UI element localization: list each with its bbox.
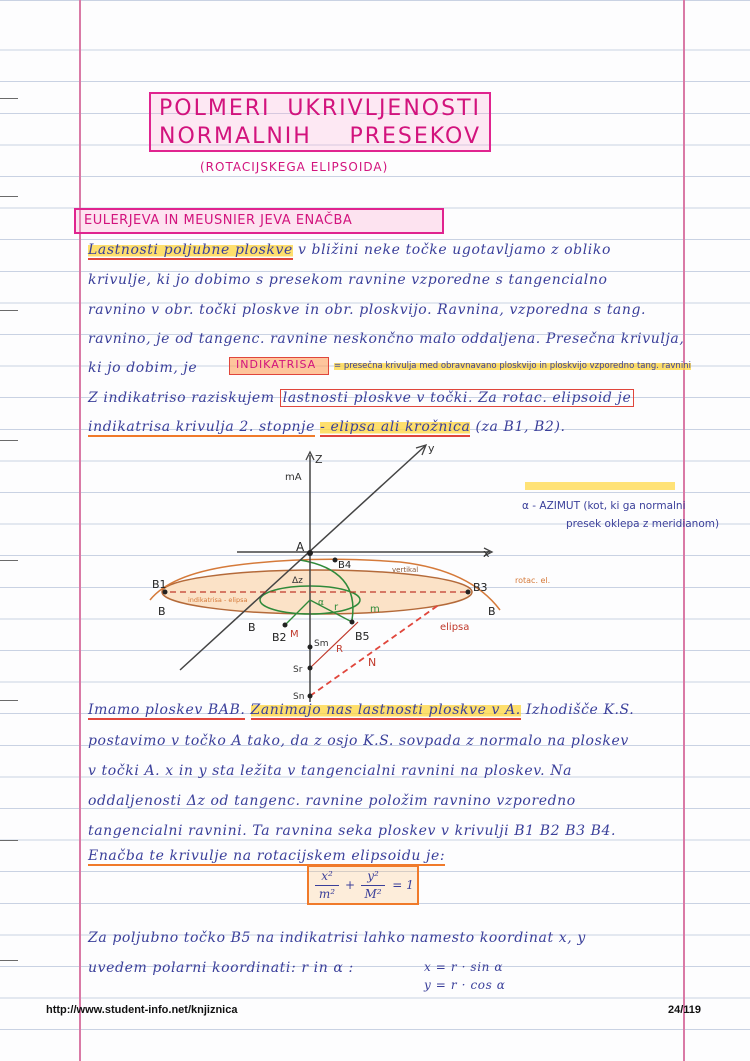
text-span: ki jo dobim, je	[88, 360, 198, 376]
title-word: UKRIVLJENOSTI	[287, 96, 481, 121]
label-B2: B2	[272, 631, 287, 644]
label-R: R	[336, 644, 343, 655]
label-m: m	[370, 604, 380, 615]
text-line: postavimo v točko A tako, da z osjo K.S. sovpada z normalo na ploskev	[88, 733, 629, 749]
fraction-numerator: x²	[321, 869, 333, 883]
fraction-numerator: y²	[367, 869, 379, 883]
indikatrisa-label: INDIKATRISA	[236, 358, 317, 371]
text-span: indikatrisa krivulja 2. stopnje	[88, 419, 315, 435]
section-heading: EULERJEVA IN MEUSNIER JEVA ENAČBA	[84, 213, 353, 228]
title-word: POLMERI	[159, 96, 271, 121]
text-span: (za B1, B2).	[475, 419, 566, 435]
point-B3	[466, 590, 471, 595]
title-word: NORMALNIH	[159, 124, 312, 149]
label-Sr: Sr	[293, 665, 303, 675]
label-elipsa: elipsa	[440, 622, 470, 633]
label-B: B	[158, 605, 166, 618]
side-note-line: α - AZIMUT (kot, ki ga normalni	[522, 500, 686, 512]
text-span: = presečna krivulja med obravnavano ploskvijo in ploskvijo vzporedno tang. ravnini	[334, 361, 691, 371]
label-B5: B5	[355, 630, 370, 643]
point-B4	[333, 558, 338, 563]
equals-one: = 1	[392, 878, 414, 892]
subtitle: (ROTACIJSKEGA ELIPSOIDA)	[200, 160, 389, 174]
point-Sn	[308, 694, 313, 699]
label-B: B	[248, 621, 256, 634]
label-B1: B1	[152, 578, 167, 591]
text-line: ravnino, je od tangenc. ravnine neskončno malo oddaljena. Presečna krivulja,	[88, 331, 685, 347]
highlighted-phrase: Lastnosti poljubne ploskve	[88, 242, 293, 258]
label-Sn: Sn	[293, 692, 305, 702]
text-span: lastnosti ploskve v točki. Za rotac. elipsoid je	[280, 389, 635, 407]
point-Sr	[308, 666, 313, 671]
text-span: Izhodišče K.S.	[525, 702, 635, 718]
side-note-line: presek oklepa z meridianom)	[566, 518, 720, 530]
fraction-denominator: m²	[318, 887, 336, 901]
text-span: Z indikatriso raziskujem	[88, 390, 275, 406]
highlighted-phrase: - elipsa ali krožnica	[320, 419, 471, 435]
label-vertikal: vertikal	[392, 566, 419, 574]
fraction-bar	[315, 885, 339, 886]
label-B: B	[488, 605, 496, 618]
label-B3: B3	[473, 581, 488, 594]
label-M: M	[290, 629, 299, 640]
text-line: Za poljubno točko B5 na indikatrisi lahko namesto koordinat x, y	[88, 930, 586, 946]
text-line: v točki A. x in y sta ležita v tangencialni ravnini na ploskev. Na	[88, 763, 573, 779]
text-line	[88, 702, 634, 718]
y-axis	[180, 446, 425, 670]
label-Sm: Sm	[314, 639, 329, 649]
point-Sm	[308, 645, 313, 650]
label-N: N	[368, 656, 377, 669]
text-line: oddaljenosti Δz od tangenc. ravnine položim ravnino vzporedno	[88, 793, 576, 809]
label-alpha: α	[318, 598, 324, 608]
label-indikatrisa: indikatrisa - elipsa	[188, 596, 248, 604]
label-r: r	[334, 602, 339, 613]
highlighted-phrase: Zanimajo nas lastnosti ploskve v A.	[250, 702, 521, 718]
text-line: uvedem polarni koordinati: r in α :	[88, 960, 354, 976]
label-B4: B4	[338, 560, 352, 571]
formula-box	[307, 865, 419, 905]
equation-line: x = r · sin α	[424, 960, 504, 974]
label-rotac-el: rotac. el.	[515, 576, 551, 585]
label-y: y	[428, 442, 435, 455]
plus-sign: +	[344, 878, 356, 892]
title-word: PRESEKOV	[349, 124, 481, 149]
page-number: 24/119	[668, 1004, 702, 1016]
text-line: tangencialni ravnini. Ta ravnina seka ploskev v krivulji B1 B2 B3 B4.	[88, 823, 617, 839]
point-B2	[283, 623, 288, 628]
label-A: A	[296, 540, 305, 554]
text-span: Imamo ploskev BAB.	[88, 702, 246, 718]
label-x: x	[483, 547, 490, 560]
equation-line: y = r · cos α	[424, 978, 506, 992]
fraction-denominator: M²	[364, 887, 382, 901]
label-ma: mA	[285, 472, 302, 483]
text-line: krivulje, ki jo dobimo s presekom ravnine vzporedne s tangencialno	[88, 272, 608, 288]
footer-url: http://www.student-info.net/knjiznica	[46, 1004, 238, 1016]
label-dz: Δz	[292, 576, 303, 586]
fraction-bar	[361, 885, 385, 886]
label-z: Z	[315, 453, 323, 466]
text-span: v bližini neke točke ugotavljamo z obliko	[297, 242, 611, 258]
point-B5	[350, 620, 355, 625]
text-span: Enačba te krivulje na rotacijskem elipsoidu je:	[88, 848, 446, 864]
text-line: ravnino v obr. točki ploskve in obr. ploskvijo. Ravnina, vzporedna s tang.	[88, 302, 647, 318]
point-A	[307, 550, 313, 556]
text-line	[88, 848, 445, 864]
